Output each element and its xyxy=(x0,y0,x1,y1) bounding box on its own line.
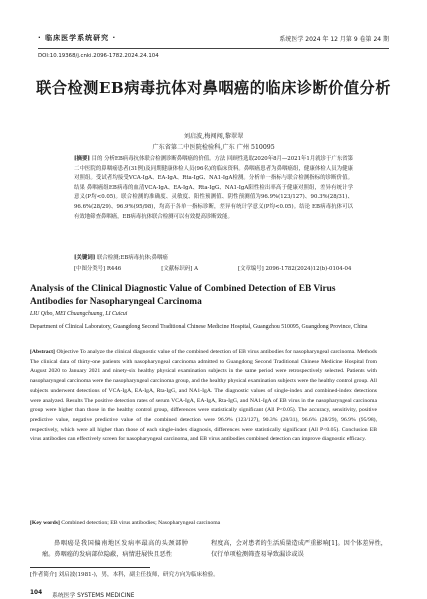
english-keywords xyxy=(30,520,377,526)
running-header xyxy=(38,30,389,46)
english-authors: LIU Qibo, MEI Chuangchuang, LI Cuicui xyxy=(30,311,128,317)
clc-number: [中图分类号] R446 xyxy=(74,266,122,272)
footer-journal: 系统医学 SYSTEMS MEDICINE xyxy=(52,593,135,599)
english-abstract-text: Objective To analyze the clinical diagnostic value of the combined detection of EB virus antibodies for nasopharyngeal carcinoma. Methods The clinical data of thirty-one patients with nasopharyngeal carcinoma admitted to Guangdong Second Traditional Chinese Medicine Hospital from August 2020 to January 2021 and ninety-six healthy physical examination subjects in the same period were retrospectively selected. Patients with nasopharyngeal carcinoma were the nasopharyngeal carcinoma group, and the healthy physical examination subjects were the healthy control group. All subjects underwent detections of VCA-IgA, EA-IgA, Rta-IgG, and NA1-IgA. The diagnostic values of single-index and combined-index detections were analyzed. Results The positive detection rates of serum VCA-IgA, EA-IgA, Rta-IgG, and NA1-IgA of EB virus in the nasopharyngeal carcinoma group were higher than those in the healthy control group, differences were statistically significant (All P<0.05). The accuracy, sensitivity, positive predictive value, negative predictive value of the combined detection were 96.9% (123/127), 90.3% (28/31), 96.6% (28/29), 96.9% (95/98), respectively, which were all higher than those of each single-index diagnosis, differences were statistically significant (All P<0.05). Conclusion EB virus antibodies can effectively screen for nasopharyngeal carcinoma, and EB virus antibodies combined detection can improve diagnostic efficacy. xyxy=(30,349,377,443)
english-abstract-label: [Abstract] xyxy=(30,349,55,355)
keywords-label: [关键词] xyxy=(74,255,96,261)
chinese-authors: 刘启波,梅闯闯,黎翠翠 xyxy=(183,133,244,140)
doi: DOI:10.19368/j.cnki.2096-1782.2024.24.104 xyxy=(38,53,159,59)
chinese-keywords xyxy=(74,253,353,261)
journal-info: 系统医学 2024 年 12 月第 9 卷第 24 期 xyxy=(279,35,389,43)
english-affiliation: Department of Clinical Laboratory, Guangdong Second Traditional Chinese Medicine Hospital, Guangzhou 510095, Guangdong Province, China xyxy=(30,324,368,330)
article-number: [文章编号] 2096-1782(2024)12(b)-0104-04 xyxy=(238,266,352,272)
abstract-text: 目的 分析EB病毒抗体联合检测诊断鼻咽癌的价值。方法 回顾性选取2020年8月—2021年1月就诊于广东省第二中医院的鼻咽癌患者(31例)及同期健康体检人员(96名)的临床资料。鼻咽癌患者为鼻咽癌组，健康体检人员为健康对照组。受试者均接受VCA-IgA、EA-IgA、Rta-IgG、NA1-IgA检测。分析单一指标与联合检测指标的诊断价值。结果 鼻咽癌组EB病毒的血清VCA-IgA、EA-IgA、Rta-IgG、NA1-IgA阳性检出率高于健康对照组，差异有统计学意义(P均<0.05)。联合检测的准确度、灵敏度、阳性预测值、阴性预测值为96.9%(123/127)、90.3%(28/31)、96.6%(28/29)、96.9%(95/98)，均高于各单一指标诊断，差异有统计学意义(P均<0.05)。结论 EB病毒抗体可以有效地筛查鼻咽癌，EB病毒抗体联合检测可以有效提高诊断效能。 xyxy=(74,156,353,220)
english-keywords-label: [Key words] xyxy=(30,520,60,526)
author-note: [作者简介] 刘启波(1981-)，男，本科，副主任技师，研究方向为临床检验。 xyxy=(30,572,219,578)
section-label: · 临床医学系统研究 · xyxy=(38,34,117,42)
english-abstract xyxy=(30,348,377,445)
english-keywords-text: Combined detection; EB virus antibodies; Nasopharyngeal carcinoma xyxy=(59,520,221,526)
page-footer xyxy=(30,590,134,599)
keywords-text: 联合检测;EB病毒抗体;鼻咽癌 xyxy=(95,255,168,261)
body-column-left: 鼻咽癌是我国偏南地区发病率最高的头颈部肿瘤。鼻咽癌的发病部位隐蔽，病情进展快且恶性 xyxy=(42,540,188,558)
english-title: Analysis of the Clinical Diagnostic Value of Combined Detection of EB Virus Antibodies for Nasopharyngeal Carcinoma xyxy=(30,284,336,307)
chinese-title: 联合检测EB病毒抗体对鼻咽癌的临床诊断价值分析 xyxy=(36,79,391,97)
body-column-right: 程度高，会对患者的生活质量造成严重影响[1]。因个体差异性，仅行单项检测筛查易导致漏诊或误 xyxy=(211,540,387,558)
chinese-abstract xyxy=(74,155,353,222)
classification-line xyxy=(74,264,353,272)
document-code: [文献标识码] A xyxy=(161,266,199,272)
chinese-affiliation: 广东省第二中医院检验科,广东 广州 510095 xyxy=(152,144,275,151)
header-rule xyxy=(38,48,389,49)
abstract-label: [摘要] xyxy=(74,156,90,162)
page-number: 104 xyxy=(30,590,43,596)
footnote-rule xyxy=(30,567,150,568)
